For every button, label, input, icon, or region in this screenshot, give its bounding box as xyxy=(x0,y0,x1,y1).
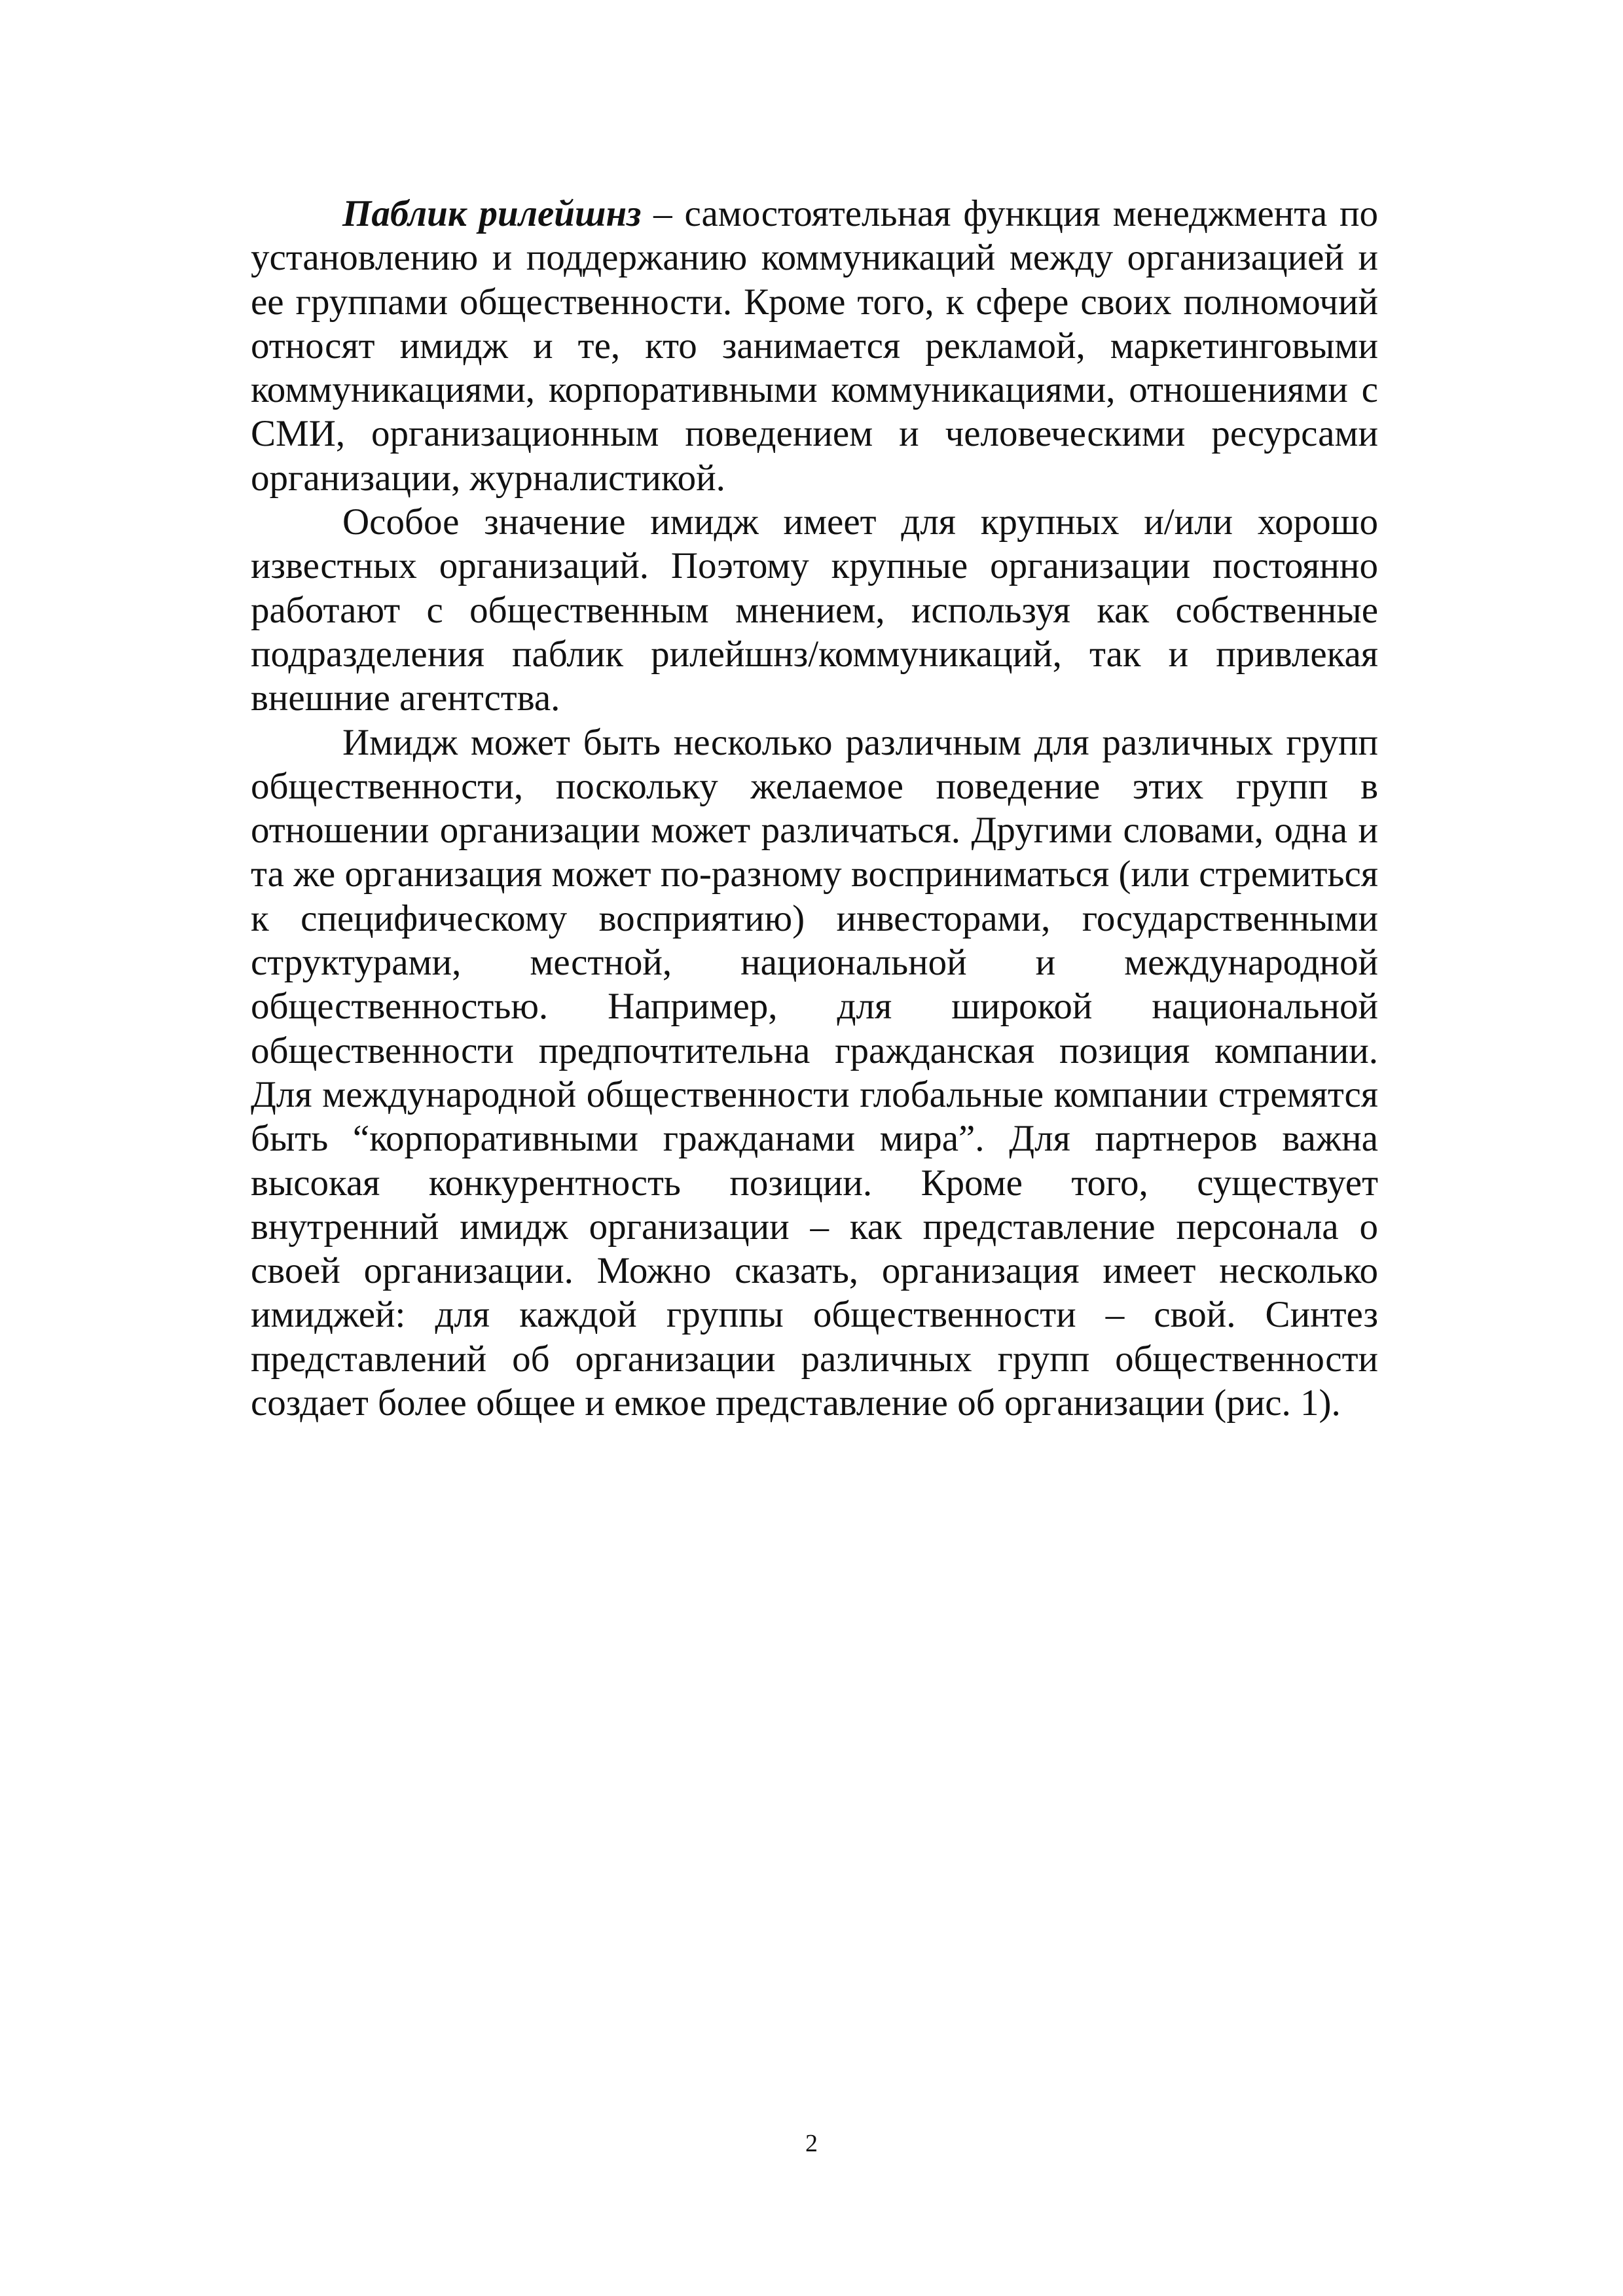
paragraph-public-relations xyxy=(251,192,1378,500)
page-number: 2 xyxy=(805,2130,818,2157)
body-text xyxy=(251,192,1378,1425)
paragraph-text: – самостоятельная функция менеджмента по установлению и поддержанию коммуникаций между организацией и ее группами общественности. Кроме того, к сфере своих полномочий относят имидж и те, кто занимается рекламой, маркетинговыми коммуникациями, корпоративными коммуникациями, отношениями с СМИ, организационным поведением и человеческими ресурсами организации, журналистикой. xyxy=(251,193,1378,499)
paragraph-image-groups: Имидж может быть несколько различным для различных групп общественности, поскольку желаемое поведение этих групп в отношении организации может различаться. Другими словами, одна и та же организация может по-разному восприниматься (или стремиться к специфическому восприятию) инвесторами, государственными структурами, местной, национальной и международной общественностью. Например, для широкой национальной общественности предпочтительна гражданская позиция компании. Для международной общественности глобальные компании стремятся быть “корпоративными гражданами мира”. Для партнеров важна высокая конкурентность позиции. Кроме того, существует внутренний имидж организации – как представление персонала о своей организации. Можно сказать, организация имеет несколько имиджей: для каждой группы общественности – свой. Синтез представлений об организации различных групп общественности создает более общее и емкое представление об организации (рис. 1). xyxy=(251,721,1378,1424)
paragraph-image-importance: Особое значение имидж имеет для крупных и/или хорошо известных организаций. Поэтому крупные организации постоянно работают с общественным мнением, используя как собственные подразделения паблик рилейшнз/коммуникаций, так и привлекая внешние агентства. xyxy=(251,501,1378,719)
defined-term: Паблик рилейшнз xyxy=(342,193,642,234)
